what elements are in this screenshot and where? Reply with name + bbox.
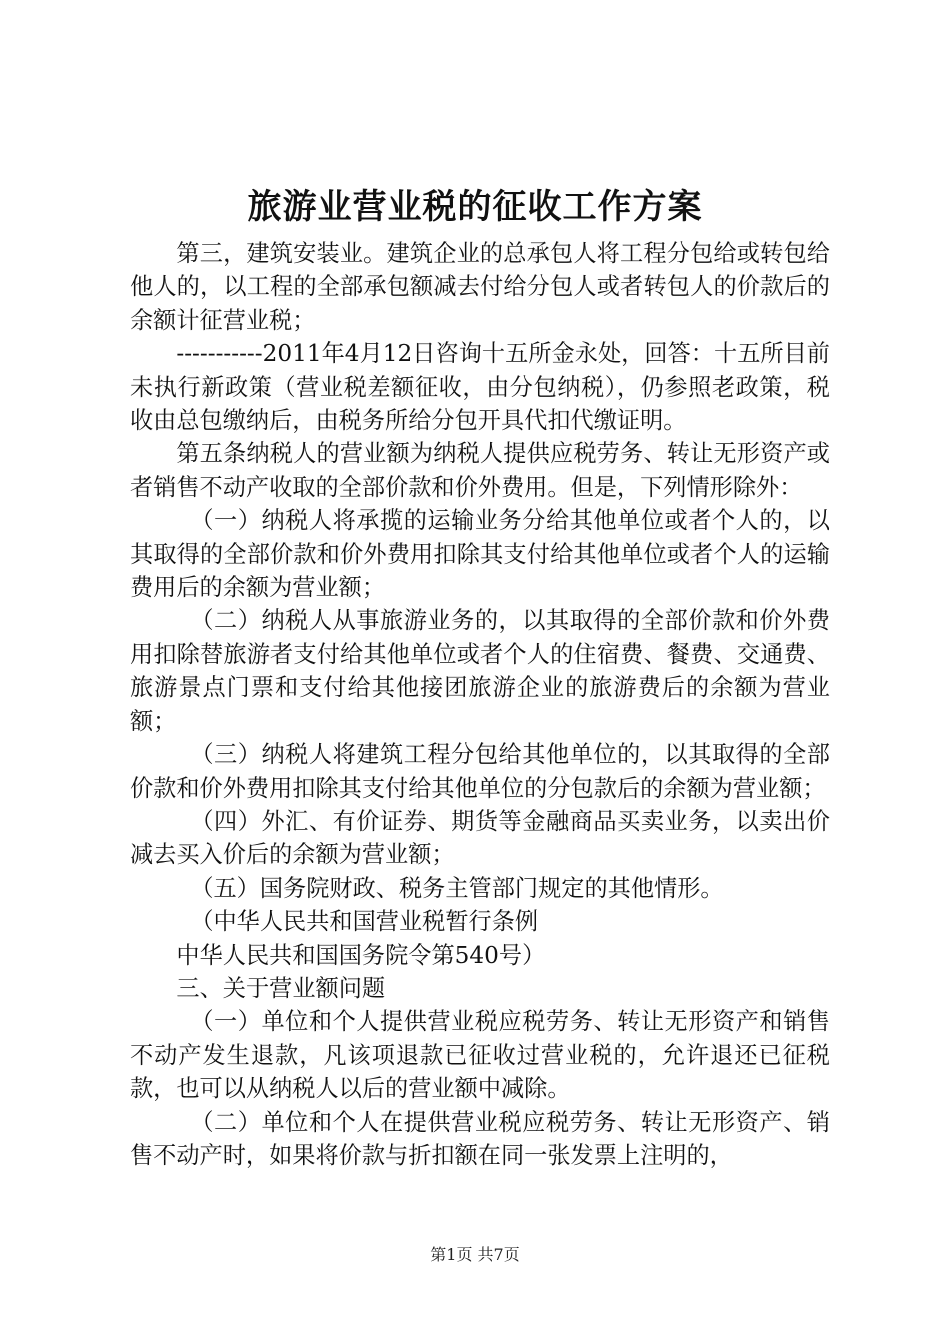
paragraph-item-2-tourism: （二）纳税人从事旅游业务的，以其取得的全部价款和价外费用扣除替旅游者支付给其他单位或者个人的住宿费、餐费、交通费、旅游景点门票和支付给其他接团旅游企业的旅游费后的余额为营业额；	[130, 607, 830, 735]
page-footer: 第1页 共7页	[430, 1245, 520, 1264]
paragraph-turnover-refund: （一）单位和个人提供营业税应税劳务、转让无形资产和销售不动产发生退款，凡该项退款已征收过营业税的，允许退还已征税款，也可以从纳税人以后的营业额中减除。	[130, 1008, 830, 1103]
paragraph-item-4-finance: （四）外汇、有价证券、期货等金融商品买卖业务，以卖出价减去买入价后的余额为营业额；	[130, 807, 830, 869]
section-heading-turnover: 三、关于营业额问题	[176, 974, 386, 1002]
paragraph-turnover-discount: （二）单位和个人在提供营业税应税劳务、转让无形资产、销售不动产时，如果将价款与折扣额在同一张发票上注明的，	[130, 1108, 830, 1169]
paragraph-item-5-other: （五）国务院财政、税务主管部门规定的其他情形。	[190, 874, 724, 902]
document-body	[130, 237, 830, 1172]
document-title: 旅游业营业税的征收工作方案	[247, 187, 703, 227]
paragraph-state-council-order: 中华人民共和国国务院令第540号）	[176, 941, 546, 969]
paragraph-item-3-construction: （三）纳税人将建筑工程分包给其他单位的，以其取得的全部价款和价外费用扣除其支付给其他单位的分包款后的余额为营业额；	[130, 741, 830, 802]
paragraph-regulation-citation: （中华人民共和国营业税暂行条例	[190, 908, 539, 936]
paragraph-item-1-transport: （一）纳税人将承揽的运输业务分给其他单位或者个人的，以其取得的全部价款和价外费用扣除其支付给其他单位或者个人的运输费用后的余额为营业额；	[130, 507, 830, 602]
paragraph-article-five: 第五条纳税人的营业额为纳税人提供应税劳务、转让无形资产或者销售不动产收取的全部价款和价外费用。但是，下列情形除外：	[130, 440, 830, 501]
paragraph-consultation-note: -----------2011年4月12日咨询十五所金永处，回答：十五所目前未执行新政策（营业税差额征收，由分包纳税），仍参照老政策，税收由总包缴纳后，由税务所给分包开具代扣代缴证明。	[130, 340, 830, 435]
paragraph-construction-install: 第三，建筑安装业。建筑企业的总承包人将工程分包给或转包给他人的，以工程的全部承包额减去付给分包人或者转包人的价款后的余额计征营业税；	[130, 240, 830, 334]
